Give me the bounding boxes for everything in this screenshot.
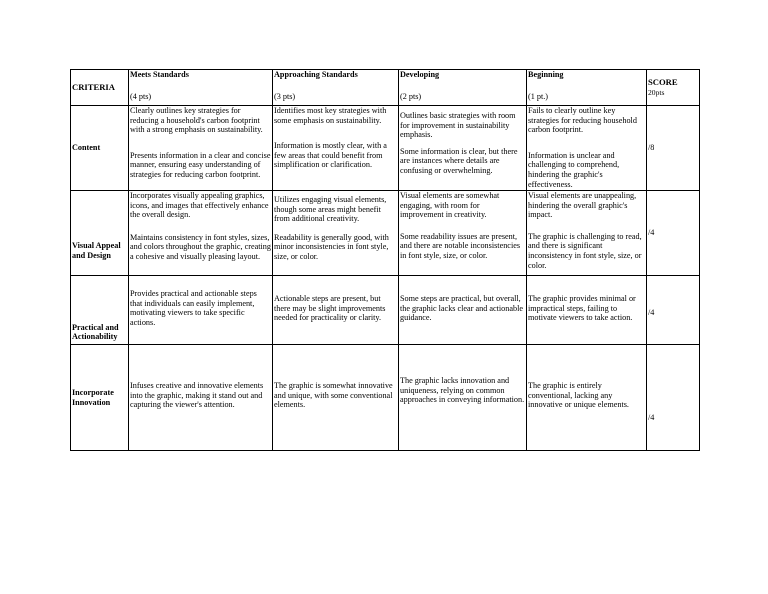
cell-text: Maintains consistency in font styles, sizes, and colors throughout the graphic, creating a cohesive and visually pleasing layout. bbox=[130, 232, 271, 261]
score-header bbox=[647, 70, 700, 106]
meets-standards-points: (4 pts) bbox=[130, 91, 152, 101]
cell-developing bbox=[399, 345, 527, 451]
criterion-innovation: Incorporate Innovation bbox=[71, 345, 129, 451]
cell-meets bbox=[129, 191, 273, 276]
cell-meets bbox=[129, 345, 273, 451]
cell-text: Some readability issues are present, and there are notable inconsistencies in font style, size, or color. bbox=[400, 231, 521, 260]
cell-text: Actionable steps are present, but there may be slight improvements needed for practicality or clarity. bbox=[274, 294, 386, 323]
cell-text: Utilizes engaging visual elements, though some areas might benefit from additional creativity. bbox=[274, 195, 387, 224]
table-row bbox=[71, 191, 700, 276]
cell-beginning bbox=[527, 345, 647, 451]
cell-approaching bbox=[273, 191, 399, 276]
score-cell: /8 bbox=[647, 106, 700, 191]
cell-developing bbox=[399, 191, 527, 276]
header-row bbox=[71, 70, 700, 106]
cell-text: The graphic is somewhat innovative and unique, with some conventional elements. bbox=[274, 381, 393, 410]
table-row bbox=[71, 276, 700, 345]
approaching-standards-header bbox=[273, 70, 399, 106]
cell-text: Incorporates visually appealing graphics, icons, and images that effectively enhance the overall design. bbox=[130, 191, 269, 220]
cell-beginning bbox=[527, 191, 647, 276]
score-label: SCORE bbox=[648, 76, 678, 87]
cell-text: The graphic lacks innovation and uniqueness, relying on common approaches in conveying information. bbox=[400, 376, 525, 405]
score-cell: /4 bbox=[647, 276, 700, 345]
cell-meets bbox=[129, 106, 273, 191]
beginning-label: Beginning bbox=[528, 70, 564, 79]
developing-header bbox=[399, 70, 527, 106]
cell-text: Visual elements are unappealing, hindering the overall graphic's impact. bbox=[528, 191, 637, 220]
cell-developing bbox=[399, 106, 527, 191]
rubric-table bbox=[70, 69, 700, 451]
score-cell: /4 bbox=[647, 345, 700, 451]
cell-text: Provides practical and actionable steps that individuals can easily implement, motivating viewers to take specific actions. bbox=[130, 289, 257, 327]
developing-label: Developing bbox=[400, 70, 440, 79]
cell-developing bbox=[399, 276, 527, 345]
cell-text: The graphic provides minimal or impractical steps, failing to motivate viewers to take action. bbox=[528, 294, 636, 323]
cell-text: Clearly outlines key strategies for reducing a household's carbon footprint with a strong emphasis on sustainability. bbox=[130, 106, 263, 135]
cell-text: The graphic is entirely conventional, lacking any innovative or unique elements. bbox=[528, 381, 629, 410]
beginning-header bbox=[527, 70, 647, 106]
cell-text: Visual elements are somewhat engaging, with room for improvement in creativity. bbox=[400, 191, 500, 220]
criterion-visual-appeal: Visual Appeal and Design bbox=[71, 191, 129, 276]
cell-text: The graphic is challenging to read, and there is significant inconsistency in font style, size, or color. bbox=[528, 231, 642, 270]
table-row bbox=[71, 106, 700, 191]
approaching-standards-label: Approaching Standards bbox=[274, 70, 358, 79]
meets-standards-header bbox=[129, 70, 273, 106]
table-row bbox=[71, 345, 700, 451]
cell-text: Information is mostly clear, with a few areas that could benefit from simplification or clarification. bbox=[274, 141, 387, 170]
criteria-header: CRITERIA bbox=[71, 70, 129, 106]
cell-approaching bbox=[273, 106, 399, 191]
beginning-points: (1 pt.) bbox=[528, 91, 549, 101]
cell-text: Fails to clearly outline key strategies for reducing household carbon footprint. bbox=[528, 106, 637, 135]
approaching-standards-points: (3 pts) bbox=[274, 91, 296, 101]
cell-text: Some steps are practical, but overall, the graphic lacks clear and actionable guidance. bbox=[400, 294, 523, 323]
developing-points: (2 pts) bbox=[400, 91, 422, 101]
cell-text: Readability is generally good, with minor inconsistencies in font style, size, or color. bbox=[274, 232, 389, 261]
criterion-content: Content bbox=[71, 106, 129, 191]
score-cell: /4 bbox=[647, 191, 700, 276]
cell-text: Presents information in a clear and concise manner, ensuring easy understanding of strategies for reducing carbon footprint. bbox=[130, 150, 271, 179]
criterion-practical: Practical and Actionability bbox=[71, 276, 129, 345]
cell-text: Information is unclear and challenging to comprehend, hindering the graphic's effectiveness. bbox=[528, 150, 620, 189]
cell-approaching bbox=[273, 276, 399, 345]
score-total: 20pts bbox=[648, 87, 665, 97]
cell-beginning bbox=[527, 106, 647, 191]
cell-text: Identifies most key strategies with some emphasis on sustainability. bbox=[274, 106, 387, 125]
cell-text: Infuses creative and innovative elements into the graphic, making it stand out and capturing the viewer's attention. bbox=[130, 381, 264, 410]
cell-approaching bbox=[273, 345, 399, 451]
cell-text: Some information is clear, but there are instances where details are confusing or overwhelming. bbox=[400, 146, 518, 175]
cell-text: Outlines basic strategies with room for improvement in sustainability emphasis. bbox=[400, 111, 516, 140]
meets-standards-label: Meets Standards bbox=[130, 70, 189, 79]
cell-meets bbox=[129, 276, 273, 345]
cell-beginning bbox=[527, 276, 647, 345]
